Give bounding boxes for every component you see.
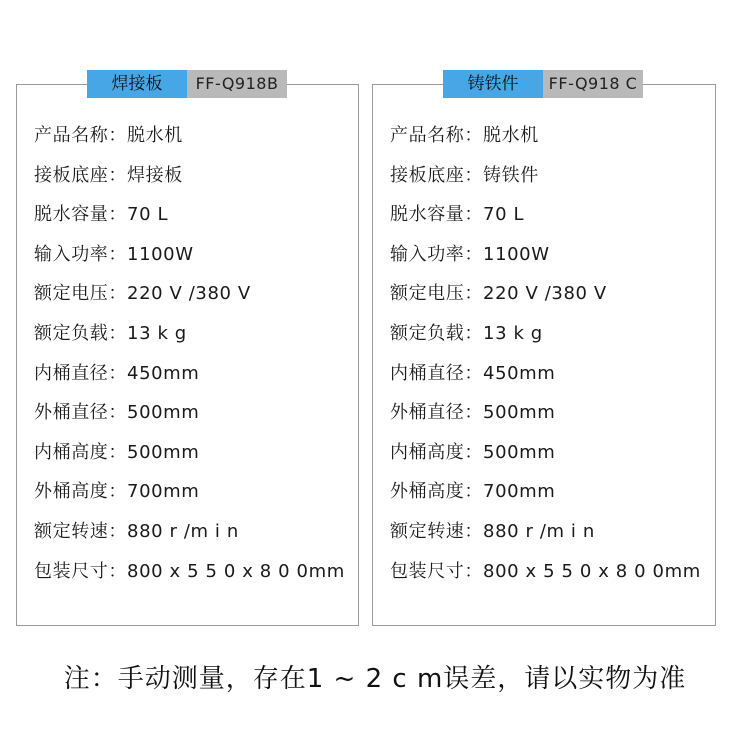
spec-row (34, 361, 345, 401)
spec-row (390, 281, 701, 321)
spec-value: 800 x 5 5 0 x 8 0 0mm (483, 560, 701, 582)
spec-sep: ： (108, 164, 128, 186)
spec-label: 脱水容量 (34, 204, 109, 226)
spec-value: 700mm (127, 481, 200, 503)
spec-row (390, 361, 701, 401)
spec-label: 包装尺寸 (390, 560, 465, 582)
spec-sep: ： (464, 441, 484, 463)
spec-card-cast-iron-base (372, 74, 716, 626)
spec-sep: ： (464, 243, 484, 265)
spec-value: 880 r /m i n (483, 520, 595, 542)
spec-value: 13 k g (127, 322, 187, 344)
card-header-tab (87, 70, 287, 98)
spec-value: 70 L (127, 204, 169, 226)
model-number: FF-Q918 C (543, 70, 643, 98)
spec-label: 脱水容量 (390, 204, 465, 226)
spec-sep: ： (108, 125, 128, 146)
spec-row (390, 479, 701, 519)
spec-row (34, 440, 345, 480)
spec-sep: ： (464, 283, 484, 305)
spec-row (390, 519, 701, 559)
spec-value: 450mm (483, 362, 556, 384)
spec-row (34, 202, 345, 242)
spec-sep: ： (464, 204, 484, 226)
spec-sep: ： (108, 362, 128, 384)
spec-value: 1100W (483, 243, 550, 265)
spec-row (34, 479, 345, 519)
spec-sep: ： (464, 481, 484, 503)
spec-sep: ： (108, 560, 128, 582)
spec-sep: ： (108, 520, 128, 542)
spec-sep: ： (464, 164, 484, 186)
spec-row (34, 321, 345, 361)
spec-value: 脱水机 (127, 125, 183, 146)
spec-sep: ： (108, 204, 128, 226)
spec-row (390, 202, 701, 242)
spec-row (34, 400, 345, 440)
spec-label: 接板底座 (390, 164, 465, 186)
spec-sep: ： (464, 560, 484, 582)
spec-value: 800 x 5 5 0 x 8 0 0mm (127, 560, 345, 582)
spec-label: 外桶直径 (34, 402, 109, 424)
spec-label: 内桶直径 (34, 362, 109, 384)
spec-row (390, 321, 701, 361)
spec-row (390, 559, 701, 599)
spec-label: 外桶高度 (390, 481, 465, 503)
spec-sep: ： (464, 125, 484, 146)
measurement-disclaimer: 注：手动测量，存在1 ~ 2 c m误差，请以实物为准 (63, 664, 687, 694)
spec-label: 产品名称 (390, 125, 465, 146)
base-type-label: 铸铁件 (443, 70, 543, 98)
spec-card-welded-base (16, 74, 359, 626)
spec-sep: ： (108, 322, 128, 344)
spec-row (390, 242, 701, 282)
card-header-tab (443, 70, 643, 98)
spec-row (34, 163, 345, 203)
spec-value: 铸铁件 (483, 164, 539, 186)
spec-value: 焊接板 (127, 164, 183, 186)
spec-value: 880 r /m i n (127, 520, 239, 542)
spec-value: 1100W (127, 243, 194, 265)
spec-label: 额定电压 (34, 283, 109, 305)
spec-value: 13 k g (483, 322, 543, 344)
spec-sep: ： (464, 520, 484, 542)
spec-value: 450mm (127, 362, 200, 384)
spec-list (34, 123, 345, 598)
spec-sep: ： (108, 402, 128, 424)
spec-label: 包装尺寸 (34, 560, 109, 582)
spec-label: 额定负载 (390, 322, 465, 344)
spec-label: 输入功率 (390, 243, 465, 265)
spec-sep: ： (464, 362, 484, 384)
spec-sep: ： (464, 322, 484, 344)
spec-label: 额定电压 (390, 283, 465, 305)
spec-sep: ： (108, 283, 128, 305)
spec-sep: ： (108, 441, 128, 463)
spec-row (390, 440, 701, 480)
model-number: FF-Q918B (187, 70, 287, 98)
spec-label: 额定转速 (390, 520, 465, 542)
spec-sep: ： (108, 481, 128, 503)
spec-value: 500mm (483, 402, 556, 424)
spec-row (34, 123, 345, 163)
spec-row (34, 519, 345, 559)
spec-label: 内桶直径 (390, 362, 465, 384)
spec-label: 外桶高度 (34, 481, 109, 503)
spec-value: 220 V /380 V (483, 283, 607, 305)
spec-label: 输入功率 (34, 243, 109, 265)
spec-row (34, 281, 345, 321)
spec-label: 内桶高度 (390, 441, 465, 463)
spec-row (390, 163, 701, 203)
spec-label: 接板底座 (34, 164, 109, 186)
spec-value: 500mm (483, 441, 556, 463)
spec-value: 脱水机 (483, 125, 539, 146)
spec-value: 700mm (483, 481, 556, 503)
spec-row (34, 242, 345, 282)
spec-sep: ： (464, 402, 484, 424)
spec-label: 外桶直径 (390, 402, 465, 424)
spec-row (390, 123, 701, 163)
spec-label: 内桶高度 (34, 441, 109, 463)
spec-row (390, 400, 701, 440)
spec-list (390, 123, 701, 598)
spec-label: 产品名称 (34, 125, 109, 146)
spec-value: 70 L (483, 204, 525, 226)
spec-row (34, 559, 345, 599)
spec-value: 500mm (127, 402, 200, 424)
spec-value: 220 V /380 V (127, 283, 251, 305)
spec-label: 额定负载 (34, 322, 109, 344)
spec-value: 500mm (127, 441, 200, 463)
base-type-label: 焊接板 (87, 70, 187, 98)
spec-sep: ： (108, 243, 128, 265)
spec-label: 额定转速 (34, 520, 109, 542)
